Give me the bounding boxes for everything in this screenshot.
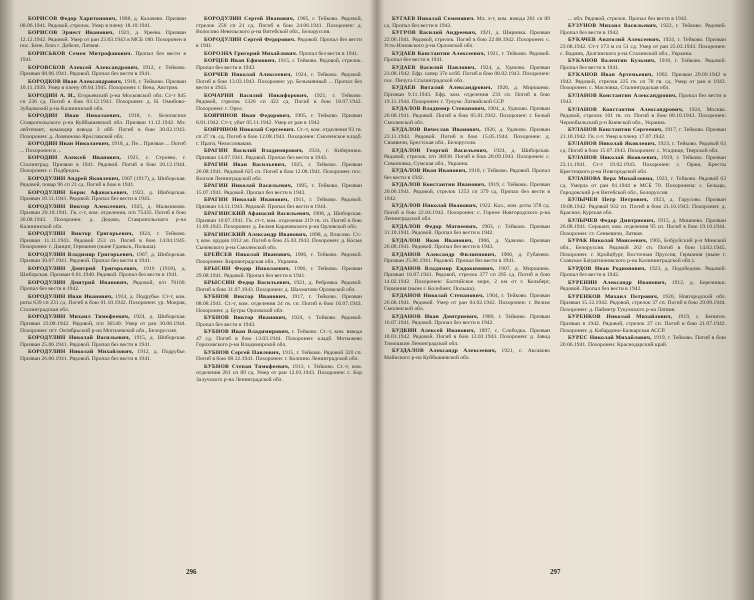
casualty-entry [20, 335, 186, 348]
entry-details: Пропал без вести в 1941. [299, 50, 359, 57]
casualty-entry [560, 176, 726, 196]
casualty-entry [384, 85, 550, 105]
entry-details: 1906, д. Удачово. Призван 26.08.1941. Рядовой. Пропал без вести в 1943. [384, 237, 550, 251]
entry-name: БРАГИН Василий Владимирович, [204, 148, 304, 155]
entry-details: 1921, д. Ребровка. Рядовой. Погиб в бою 31.07.1943. Похоронен: д. Шахматово Орловской обл. [196, 280, 362, 293]
casualty-entry [384, 238, 550, 251]
entry-details: 1921, г. Тейково. Рядовой, стрелок 1326 сп 422 сд. Погиб в бою 18.07.1942. Похоронен: г. Орел. [196, 92, 362, 113]
entry-details: Рядовой, п/п 70160. Пропал без вести в 1942. [20, 279, 186, 293]
entry-name: БОРОДИН Иван Николаевич, [28, 113, 122, 120]
casualty-entry [384, 51, 550, 64]
casualty-entry [196, 280, 362, 293]
entry-details: 1921, с. Аксаково Майнского р-на Куйбышевской обл. [384, 348, 550, 362]
entry-name: БРАГИН Иван Васильевич, [204, 162, 287, 169]
casualty-entry [20, 314, 186, 334]
casualty-entry [560, 58, 726, 71]
entry-name: БОРОДУЛИН Дмитрий Григорьевич, [28, 265, 138, 272]
entry-name: БРАГИН Николай Иванович, [204, 196, 289, 203]
entry-name: БОРИСОВ Федор Харитонович, [28, 16, 117, 22]
entry-details: 1915, д. Шиборская. Призван 25.06.1941. Рядовой. Пропал без вести в 1941. [20, 335, 186, 348]
casualty-entry [196, 127, 362, 147]
entry-name: БУДАЛОВ Иван Иванович, [392, 168, 467, 175]
entry-details: 1923, д. Подобедово. Рядовой. Пропал без вести в 1942. [560, 265, 726, 279]
entry-name: БУДАЕВ Василий Павлович, [392, 64, 476, 71]
entry-name: БОЧАРНИ Василий Никифорович, [204, 92, 309, 99]
entry-name: БОРОДУЛИН Иван Иванович, [28, 293, 113, 300]
casualty-entry [384, 314, 550, 327]
casualty-entry [20, 141, 186, 154]
casualty-entry [20, 252, 186, 265]
casualty-entry [20, 204, 186, 231]
entry-name: БРЫСИН Федор Николаевич, [204, 266, 291, 273]
entry-name: БУДАНОВ Николай Степанович, [392, 293, 485, 300]
casualty-entry [196, 364, 362, 384]
casualty-entry [20, 190, 186, 203]
entry-name: БУДАЛОВ Георгий Васильевич, [392, 147, 488, 154]
entry-name: БУКАНОВ Валентин Кузьмич, [568, 58, 656, 64]
entry-name: БУДАЕВ Виталий Александрович, [392, 85, 493, 92]
entry-name: БУЛЫЧЕВ Федор Дмитриевич, [568, 217, 656, 224]
casualty-entry [20, 294, 186, 314]
entry-name: БУРЕНКОВ Николай Михайлович, [568, 314, 673, 321]
entry-details: 1924, г. Тейково. Рядовой. Пропал без вести в 1943. [196, 314, 362, 328]
entry-name: БУДКИН Алексей Иванович, [392, 327, 476, 334]
entry-details: Рядовой. Пропал без вести в 1941. [196, 36, 362, 50]
page-number-right: 297 [550, 568, 561, 576]
entry-details: 1923, г. Тейково. Рядовой 63 сд. Погиб в бою 15.07.1943. Похоронен: с. Усадище, Тверской обл. [560, 141, 726, 155]
entry-name: БУБНОВ Степан Тимофеевич, [204, 363, 290, 370]
casualty-entry [196, 51, 362, 58]
entry-details: 1907, д. Шиборская. Призван 30.07.1941. Рядовой. Пропал без вести в 1941. [20, 251, 186, 265]
casualty-entry [560, 127, 726, 140]
entry-name: БОРИСОВ Эрнест Иванович, [28, 30, 114, 36]
entry-name: БРАГИНСКИЙ Александр Иванович, [204, 231, 308, 238]
entry-details: 1926, д. Мирошево. Призван 9.11.1943. Ефр. ком. отделения 233 сп. Погиб в бою 19.11.1944. Похоронен: г. Тукумс Латвийской ССР. [384, 85, 550, 105]
casualty-entry [560, 266, 726, 279]
entry-name: БУДАЛОВ Константин Иванович, [392, 182, 486, 189]
entry-name: БОРОДУЛИН Виктор Григорьевич, [28, 230, 134, 237]
entry-name: БУДАЛОВ Николай Иванович, [392, 202, 478, 209]
casualty-entry [560, 93, 726, 106]
entry-details: 1915, д. Мишнево. Призван 26.08.1941. Сержант, ком. отделения 95 сп. Погиб в бою 19.10.1944. Похоронен: ст. Сенкевичи, Латвия. [560, 217, 726, 237]
casualty-entry [20, 349, 186, 362]
casualty-entry [196, 183, 362, 196]
entry-details: ... обл. Рядовой, стрелок. Пропал без вести в 1942. [568, 16, 688, 22]
casualty-entry [384, 16, 550, 29]
casualty-entry [20, 231, 186, 251]
entry-name: БОРОДУЛИН Николай Васильевич, [28, 335, 131, 342]
entry-details: 1917, г. Тейково. Призван 21.10.1942. Гв. с-т. Умер в плену 17.07.1942. [560, 127, 726, 141]
entry-details: 1905, г. Тейково. Рядовой, стрелок 256 сп 21 сд. Погиб в бою 24.06.1941. Похоронен: д. Волосово Невельского р-на Витебской обл., Белоруссия. [196, 16, 362, 36]
entry-details: 1924, д. Шиборская. Рядовой, стрелок, п/п 36938. Погиб в бою 28.09.1943. Похоронен: с. Симоновка, Сумская обл., Украина. [384, 147, 550, 167]
entry-name: БУКАЧЕВ Анатолий Алексеевич, [568, 37, 661, 44]
entry-details: 1926, д. Удачово. Призван 23.11.1943. Рядовой. Погиб в бою 15.05.1944. Похоронен: д. Своявичи, Брестская обл., Белоруссия. [384, 126, 550, 147]
casualty-entry [196, 37, 362, 50]
entry-details: 1917, г. Тейково. Призван 08.08.1941. Ст.-т, ком. отделения 24 гв. сп. Погиб в бою 16.07.1943. Похоронен: д. Бугры Орловской обл. [196, 294, 362, 314]
casualty-entry [560, 155, 726, 175]
entry-details: 1908, д. Калачево. Призван 08.06.1941. Рядовой, стрелок. Умер в плену 18.10.1941. [20, 16, 186, 29]
entry-details: 1918, с. Безопасное Ставропольского р-на Куйбышевской обл. Призван 11.12.1942. Мл. лейтенант, командир взвода 3 обб. Погиб в бою 30.02.1943. Похоронен: д. Ловчиново Ярославской обл. [20, 113, 186, 140]
entry-name: БРЫССИН Федор Васильевич, [204, 280, 292, 287]
entry-details: 1924, г. Тейково. Призван 11.11.1943. Рядовой 253 сп. Погиб в бою 14.04.1945. Похоронен: г. Данциг, Германия (ныне Гданьск, Польша). [20, 230, 186, 251]
casualty-entry [196, 350, 362, 363]
entry-name: БОРОЗНА Григорий Михайлович. [204, 50, 298, 57]
entry-details: 1924, г. Киберники. Призван 14.07.1941. Рядовой. Пропал без вести в 1943. [196, 148, 362, 161]
casualty-entry [196, 197, 362, 210]
casualty-entry [196, 16, 362, 36]
entry-details: 1911, г. Тейково. Рядовой. Призван 14.11.1943. Рядовой. Пропал без вести в 1944. [196, 196, 362, 210]
entry-details: 1904, г. Тейково. Призван 26.08.1941. Рядовой. Умер от ран 04.02.1942. Похоронен: г. Велиж Смоленской обл. [384, 293, 550, 313]
entry-name: БРЕЙСЕВ Николай Иванович, [204, 252, 292, 259]
entry-name: БУЛАНОВ Николай Яковлевич, [568, 155, 659, 162]
casualty-entry [196, 162, 362, 182]
casualty-entry [20, 113, 186, 140]
entry-name: БОРОДУЛИН Сергей Иванович, [204, 16, 295, 22]
left-page-column-2 [196, 16, 362, 560]
casualty-entry [384, 252, 550, 265]
entry-name: БОРОДУЛИН Борис Афанасьевич, [28, 189, 129, 196]
entry-details: г. Тейково. Ст.-т, ком. взвода 47 сд. Погиб в бою 13.03.1944. Похоронен: кладб. Мотыжево Гороховского р-на Владимирской обл. [196, 328, 362, 349]
entry-details: 1924, д. Шиборская. Призван 23.08.1942. Рядовой, п/п 36540. Умер от ран 30.06.1944. Похоронен: пгт. Октябрьский р-на Могилевской обл., Белоруссия. [20, 314, 186, 334]
entry-name: БОРОВСКОВ Алексей Александрович, [28, 64, 139, 71]
casualty-entry [560, 280, 726, 293]
entry-name: БОРОДУЛИН Михаил Тимофеевич, [28, 314, 130, 321]
casualty-entry [20, 65, 186, 78]
entry-details: 1915, г. Тейково. Рядовой 320 сп. Погиб в бою 08.12.1941. Похоронен: г. Колпино Ленинградской обл. [196, 349, 362, 363]
entry-name: БОРЦЕВ Иван Ефимович, [204, 58, 277, 64]
entry-name: БУЛАНОВ Николай Яковлевич, [568, 141, 656, 148]
entry-name: БУЗУНОВ Михаил Васильевич, [568, 23, 658, 30]
entry-name: БОРОДУЛИН Виктор Алексеевич, [28, 203, 127, 210]
casualty-entry [560, 197, 726, 217]
casualty-entry [560, 16, 726, 23]
entry-name: БОРОДКОВ Иван Александрович, [28, 78, 123, 85]
entry-name: БУДАНОВ Александр Филиппович, [392, 251, 497, 258]
entry-name: БУГРОВ Василий Андреевич, [392, 30, 477, 36]
entry-details: 1907 (1917), д. Шиборская. Рядовой, повар 96 сп 21 сд. Погиб в бою в 1941. [20, 175, 186, 189]
casualty-entry [384, 224, 550, 237]
casualty-entry [384, 203, 550, 223]
entry-details: 1897, с. Слободка. Призван 18.03.1942. Рядовой. Погиб в бою 12.02.1943. Похоронен: д. Завод Тимошкин Ленинградской обл. [384, 327, 550, 348]
entry-name: БУБНОВ Сергей Павлович, [204, 349, 281, 356]
casualty-entry [384, 30, 550, 50]
entry-name: БОРОДУЛИН Сергей Федорович. [204, 36, 296, 43]
casualty-entry [20, 79, 186, 92]
entry-details: 1916, г. Тейково. Рядовой. Пропал без вести в 1941. [560, 58, 726, 71]
entry-details: 1918, г. Тейково. Призван 10.11.1939. Умер в плену 09.04.1945. Похоронен: г. Вена, Австрия. [20, 78, 186, 92]
entry-details: 1913, г. Тейково. Ст.-т, ком. отделения 261 сп 89 сд. Умер от ран 12.03.1943. Похоронен: с. Бор Залучского р-на Ленинградской обл. [196, 363, 362, 384]
entry-name: БУДАНОВ Владимир Евдокимович, [392, 265, 495, 272]
entry-details: 1907, д. Мирошево. Призван 16.07.1941. Рядовой, стрелок 377 сп 205 сд. Погиб в бою 14.02.1942. Похоронен: Балтийское море, 2 км от г. Кольберг, Германия (ныне г. Колобжег, Польша). [384, 265, 550, 292]
entry-details: 1904, д. Удачово. Призван 26.08.1941. Рядовой. Погиб в бою 05.01.1942. Похоронен: г. Белый Смоленской обл. [384, 106, 550, 126]
entry-details: 1925, д. Мальчиково. Призван 20.10.1941. Гв. с-т, ком. отделения, п/п 75435. Погиб в бою 20.08.1943. Похоронен: д. Дедово, Ставропольского р-на Калининской обл. [20, 203, 186, 230]
casualty-entry [196, 252, 362, 265]
entry-name: БРАГИНСКИЙ Афанасий Васильевич, [204, 210, 311, 217]
entry-details: 1919, г. Тейково. Погиб в бою 20.06.1941. Похоронен: Краснодарский край. [560, 335, 726, 348]
entry-details: Мл. л-т, ком. взвода 261 сп 89 сд. Пропал без вести в 1942. [384, 16, 550, 29]
entry-name: БУДАНОВ Иван Дмитриевич, [392, 313, 479, 320]
casualty-entry [196, 232, 362, 252]
entry-details: 1915, г. Тейково. Рядовой, стрелок. Пропал без вести в 1943. [196, 58, 362, 71]
entry-name: БУРЕНКОВ Михаил Петрович, [568, 293, 659, 300]
casualty-entry [20, 266, 186, 279]
casualty-entry [384, 348, 550, 361]
entry-details: 1922. Кал., ком. роты 378 сд. Погиб в бою 22.04.1942. Похоронен: с. Горное Новгородского р-на Ленинградской обл. [384, 202, 550, 223]
entry-details: Егорьевский р-на Московской обл. Ст-т 845 сп 236 сд. Погиб в бою 03.12.1941. Похоронен: д. Н. Омибово-Зубцовский р-на Калининской обл. [20, 92, 186, 113]
casualty-entry [196, 266, 362, 279]
entry-name: БУРДОВ Иван Родионович, [568, 265, 646, 272]
right-page-column-1 [384, 16, 550, 560]
entry-details: 1923, д. Шиборская. Призван 10.11.1941. Рядовой. Пропал без вести в 1943. [20, 189, 186, 203]
entry-name: БУРЕНИН Александр Иванович, [568, 279, 667, 286]
entry-name: БОРОДУЛИН Владимир Григорьевич, [28, 251, 135, 258]
entry-details: 1919, г. Тейково. Призван 20.06.1941. Рядовой, стрелок 1253 сп 379 сд. Пропал без вести в 1942. [384, 182, 550, 202]
casualty-entry [20, 30, 186, 50]
entry-details: 1912, г. Тейково. Призван 08.06.1941. Рядовой. Пропал без вести в 1941. [20, 64, 186, 78]
casualty-entry [20, 155, 186, 175]
casualty-entry [560, 23, 726, 36]
entry-name: БРАГИН Николай Васильевич, [204, 182, 293, 189]
casualty-entry [560, 335, 726, 348]
casualty-entry [560, 238, 726, 265]
entry-name: БУБНОВ Виктор Иванович, [204, 294, 288, 301]
entry-details: 1924, г. Тейково. Призван 23.08.1942. Ст-т 173 м сп 51 сд. Умер от ран 25.03.1943. Похоронен: с. Вадник, Долгинского р-на Сталинской обл., Украина. [560, 37, 726, 57]
right-page-column-2 [560, 16, 726, 560]
entry-name: БУЛАНОВ Константин Александрович, [568, 92, 677, 99]
casualty-entry [196, 72, 362, 92]
casualty-entry [196, 58, 362, 71]
entry-name: БОРОДУЛИН Андрей Яковлевич, [28, 175, 120, 182]
entry-details: 1898, д. Власово. Ст.-т, ком. орудия 1012 ап. Погиб в бою 25.03.1943. Похоронен: д. Косые Сычевского р-на Смоленской обл. [196, 231, 362, 251]
entry-details: 1908, д. Шиборская. Призван 10.07.1941. Гв. ст-т, ком. отделения 219 гв. сп. Погиб в бою 11.09.1943. Похоронен: д. Белзея Карачевского р-на Орловской обл. [196, 210, 362, 231]
entry-name: БУБНОВ Иван Владимирович, [204, 328, 290, 335]
casualty-entry [560, 72, 726, 92]
entry-details: 1905, г. Тейково. Призван 6.01.1942. Ст-т, убит 05.11.1942. Умер от ран в 1942. [196, 113, 362, 127]
entry-details: 1920, Новгородской обл. Призван 15.12.1942. Рядовой, стрелок 37 сп. Погиб в бою 29.09.1944. Похоронен: д. Пайметр Тукумского р-на Латвия. [560, 293, 726, 314]
entry-details: 1916 (1918), д. Шиборская. Призван 6.01.1940. Рядовой. Пропал без вести в 1941. [20, 265, 186, 279]
casualty-entry [20, 176, 186, 189]
entry-name: БУЗДАЛОВ Александр Алексеевич, [392, 348, 497, 355]
entry-name: БУДАЛОВ Федор Матвеевич, [392, 223, 478, 230]
entry-details: Пропал без вести в 1943. [560, 92, 726, 106]
entry-details: 1906, д. Губачево. Призван 25.06.1941. Рядовой. Пропал без вести в 1941. [384, 251, 550, 265]
casualty-entry [560, 294, 726, 314]
entry-name: БУРЕС Николай Михайлович, [568, 335, 652, 342]
casualty-entry [196, 211, 362, 231]
left-page-column-1 [20, 16, 186, 560]
entry-name: БОЯРИНОВ Николай Сергеевич. [204, 127, 296, 134]
entry-name: БУКАНОВ Иван Артемьевич, [568, 72, 653, 78]
entry-details: 1919, с. Бенигеи. Призван в 1942. Рядовой, стрелок 27 сп. Погиб в бою 21.07.1942. Похоронен: д. Кабардино-Балкарская АССР. [560, 314, 726, 334]
entry-name: БУЛАНОВ Константин Александрович, [568, 106, 684, 113]
entry-details: Ст.-т, ком. отделения 93 гв. сп 27 гв. сд. Погиб в бою 12.08.1943. Похоронен: Смоленское кладб. г. Праги, Чехословакия. [196, 127, 362, 147]
entry-details: 1912, д. Березники. Рядовой. Пропал без вести в 1942. [560, 279, 726, 293]
entry-details: 1921, г. Тейково. Рядовой. Пропал без вести в 1941. [384, 50, 550, 64]
entry-name: БОРОДИН Алексей Иванович, [28, 154, 122, 161]
page-number-left: 296 [186, 568, 197, 576]
casualty-entry [196, 113, 362, 126]
entry-details: 1903, г. Тейково. Призван 31.10.1941. Рядовой. Пропал без вести в 1942. [384, 223, 550, 237]
entry-details: 1921, с. Строево, г. Сталинград. Призван в 1941. Рядовой. Погиб в бою 20.12.1944. Похоронен: г. Подбродзь. [20, 154, 186, 175]
entry-details: 1919, г. Тейково. Призван 23.11.1941. Ст-т 19.02.1943. Похоронен: с. Оржи, Кресты Крестецкого р-на Новгородской обл. [560, 155, 726, 175]
casualty-entry [196, 315, 362, 328]
entry-details: 1918, г. Тейково. Рядовой. Пропал без вести в 1942. [384, 168, 550, 181]
entry-name: БУЛЫЧЕВ Петр Петрович, [568, 196, 649, 203]
entry-details: 1924, д. Удачово. Призван 23.08.1942. Ефр. сапер 37е осбб. Погиб в бою 08.02.1943. Похоронен: пос. Пичуга Сталинградской обл. [384, 64, 550, 85]
entry-details: 1918, д. Пе... Призван ... Погиб ... Похоронен в ... [20, 140, 186, 154]
casualty-entry [20, 93, 186, 113]
casualty-entry [384, 148, 550, 168]
entry-details: 1906, г. Тейково. Призван 29.08.1941. Рядовой. Пропал без вести в 1941. [196, 266, 362, 279]
entry-details: Пропал без вести в 1941. [20, 50, 186, 64]
entry-name: БУЛАНОВ Константин Сергеевич, [568, 127, 663, 134]
casualty-entry [560, 107, 726, 127]
entry-name: БОРИСЬКОВ Семен Митрофанович. [28, 50, 133, 57]
right-page [384, 16, 730, 578]
entry-details: 1914, д. Подрубье. Ст-т, ком. роты 639 сп 231 сд. Погиб в бою 01.10.1942. Похоронен: ур. Мокрая, Сталинградская обл. [20, 293, 186, 314]
entry-details: 1905, г. Тейково. Призван 15.07.1941. Рядовой. Пропал без вести в 1943. [196, 182, 362, 196]
entry-name: БУДАЛОВ Владимир Степанович, [392, 106, 486, 113]
casualty-entry [560, 141, 726, 154]
casualty-entry [560, 37, 726, 57]
entry-name: БУБНОВ Виктор Иванович, [204, 314, 287, 321]
casualty-entry [384, 127, 550, 147]
casualty-entry [384, 106, 550, 126]
left-page [20, 16, 366, 578]
entry-details: 1924, Москва. Рядовой, стрелок 101 гв. сп. Погиб в бою 08.10.1943. Похоронен: Чернобыльский р-н Киевской обл., Украина. [560, 106, 726, 127]
entry-details: 1924, г. Тейково. Рядовой. Погиб в бою 13.03.1943. Похоронен: ур. Безымянный ... Пропал без вести в 1943. [196, 72, 362, 92]
entry-name: БУРАК Николай Моисеевич, [568, 238, 648, 245]
entry-details: 1902. Призван 29.09.1942 в 1942. Рядовой, стрелок 225 гв. сп 78 гв. сд. Умер от ран в 1943. Похоронен: с. Масловка, Сталинградская обл. [560, 72, 726, 92]
entry-details: 1923, г. Тейково. Рядовой 63 сд. Умерла от ран 01.1944 в МСБ 70. Похоронена: с. Бельцы, Городокский р-н Витебской обл., Белоруссия. [560, 176, 726, 196]
entry-name: БОЯРИНОВ Иван Федорович, [204, 113, 291, 120]
entry-details: 1925, г. Тейково. Призван 26.08.1941. Рядовой 625 сп. Погиб в бою 12.08.1941. Похоронен: пос. Волхов Ленинградской обл. [196, 162, 362, 182]
entry-name: БОРЧЕВ Николай Алексеевич, [204, 72, 293, 78]
entry-name: БОРОДИН Иван Николаевич, [28, 140, 110, 147]
entry-name: БУГАЕВ Николай Семенович. [392, 16, 475, 22]
casualty-entry [560, 218, 726, 238]
entry-details: 1921, д. Ширинка. Призван 22.06.1941. Рядовой, стрелок. Погиб в бою 22.08.1942. Похоронен: с. Усть-Изновского р-на Орловской обл. [384, 30, 550, 50]
casualty-entry [384, 328, 550, 348]
casualty-entry [384, 65, 550, 85]
casualty-entry [560, 314, 726, 334]
casualty-entry [20, 280, 186, 293]
casualty-entry [384, 293, 550, 313]
entry-name: БУДАЕВ Константин Алексеевич, [392, 50, 486, 57]
casualty-entry [384, 266, 550, 293]
entry-details: 1922, г. Тейково. Рядовой. Пропал без вести в 1942. [560, 23, 726, 36]
entry-details: 1905, Бобруйский р-н Минской обл., Белоруссия. Рядовой 262 сп. Погиб в бою 14.02.1945. Похоронен: г. Кройцбург, Восточная Пруссия, Германия (ныне г. Славское Багратионовского р-на Калининградской обл.). [560, 238, 726, 265]
casualty-entry [384, 182, 550, 202]
casualty-entry [20, 51, 186, 64]
entry-details: 1906, г. Тейково. Рядовой. Похоронен: Кировоградская обл., Украина. [196, 252, 362, 265]
casualty-entry [196, 329, 362, 349]
entry-name: БОРОДУЛИН Дмитрий Иванович, [28, 279, 129, 286]
entry-name: БОРОДИН А. И., [28, 92, 76, 99]
entry-name: БУДАЛОВ Вячеслав Иванович, [392, 126, 481, 133]
entry-details: 1923, д. Гарусово. Призван 19.08.1942. Рядовой 932 сп. Погиб в бою 21.10.1943. Похоронен: д. Красное, Курская обл. [560, 196, 726, 217]
casualty-entry [196, 294, 362, 314]
entry-name: БОРОДУЛИН Николай Михайлович, [28, 349, 134, 356]
entry-details: 1921, д. Уреево. Призван 12.12.1942. Рядовой. Умер от ран 23.03.1943 в МСБ 180. Похоронен в пос. Бене, близ г. Добеле, Латвия. [20, 30, 186, 50]
entry-details: 1900, г. Тейково. Призван 16.07.1941. Рядовой. Пропал без вести в 1942. [384, 313, 550, 327]
casualty-entry [196, 93, 362, 113]
casualty-entry [20, 16, 186, 29]
casualty-entry [384, 168, 550, 181]
entry-name: БУЛАНОВА Вера Михайловна, [568, 176, 655, 183]
entry-name: БУДАЛОВ Яков Иванович, [392, 237, 473, 244]
casualty-entry [196, 148, 362, 161]
entry-details: 1912, д. Подрубье. Призван 26.06.1941. Рядовой. Пропал без вести в 1941. [20, 349, 186, 362]
